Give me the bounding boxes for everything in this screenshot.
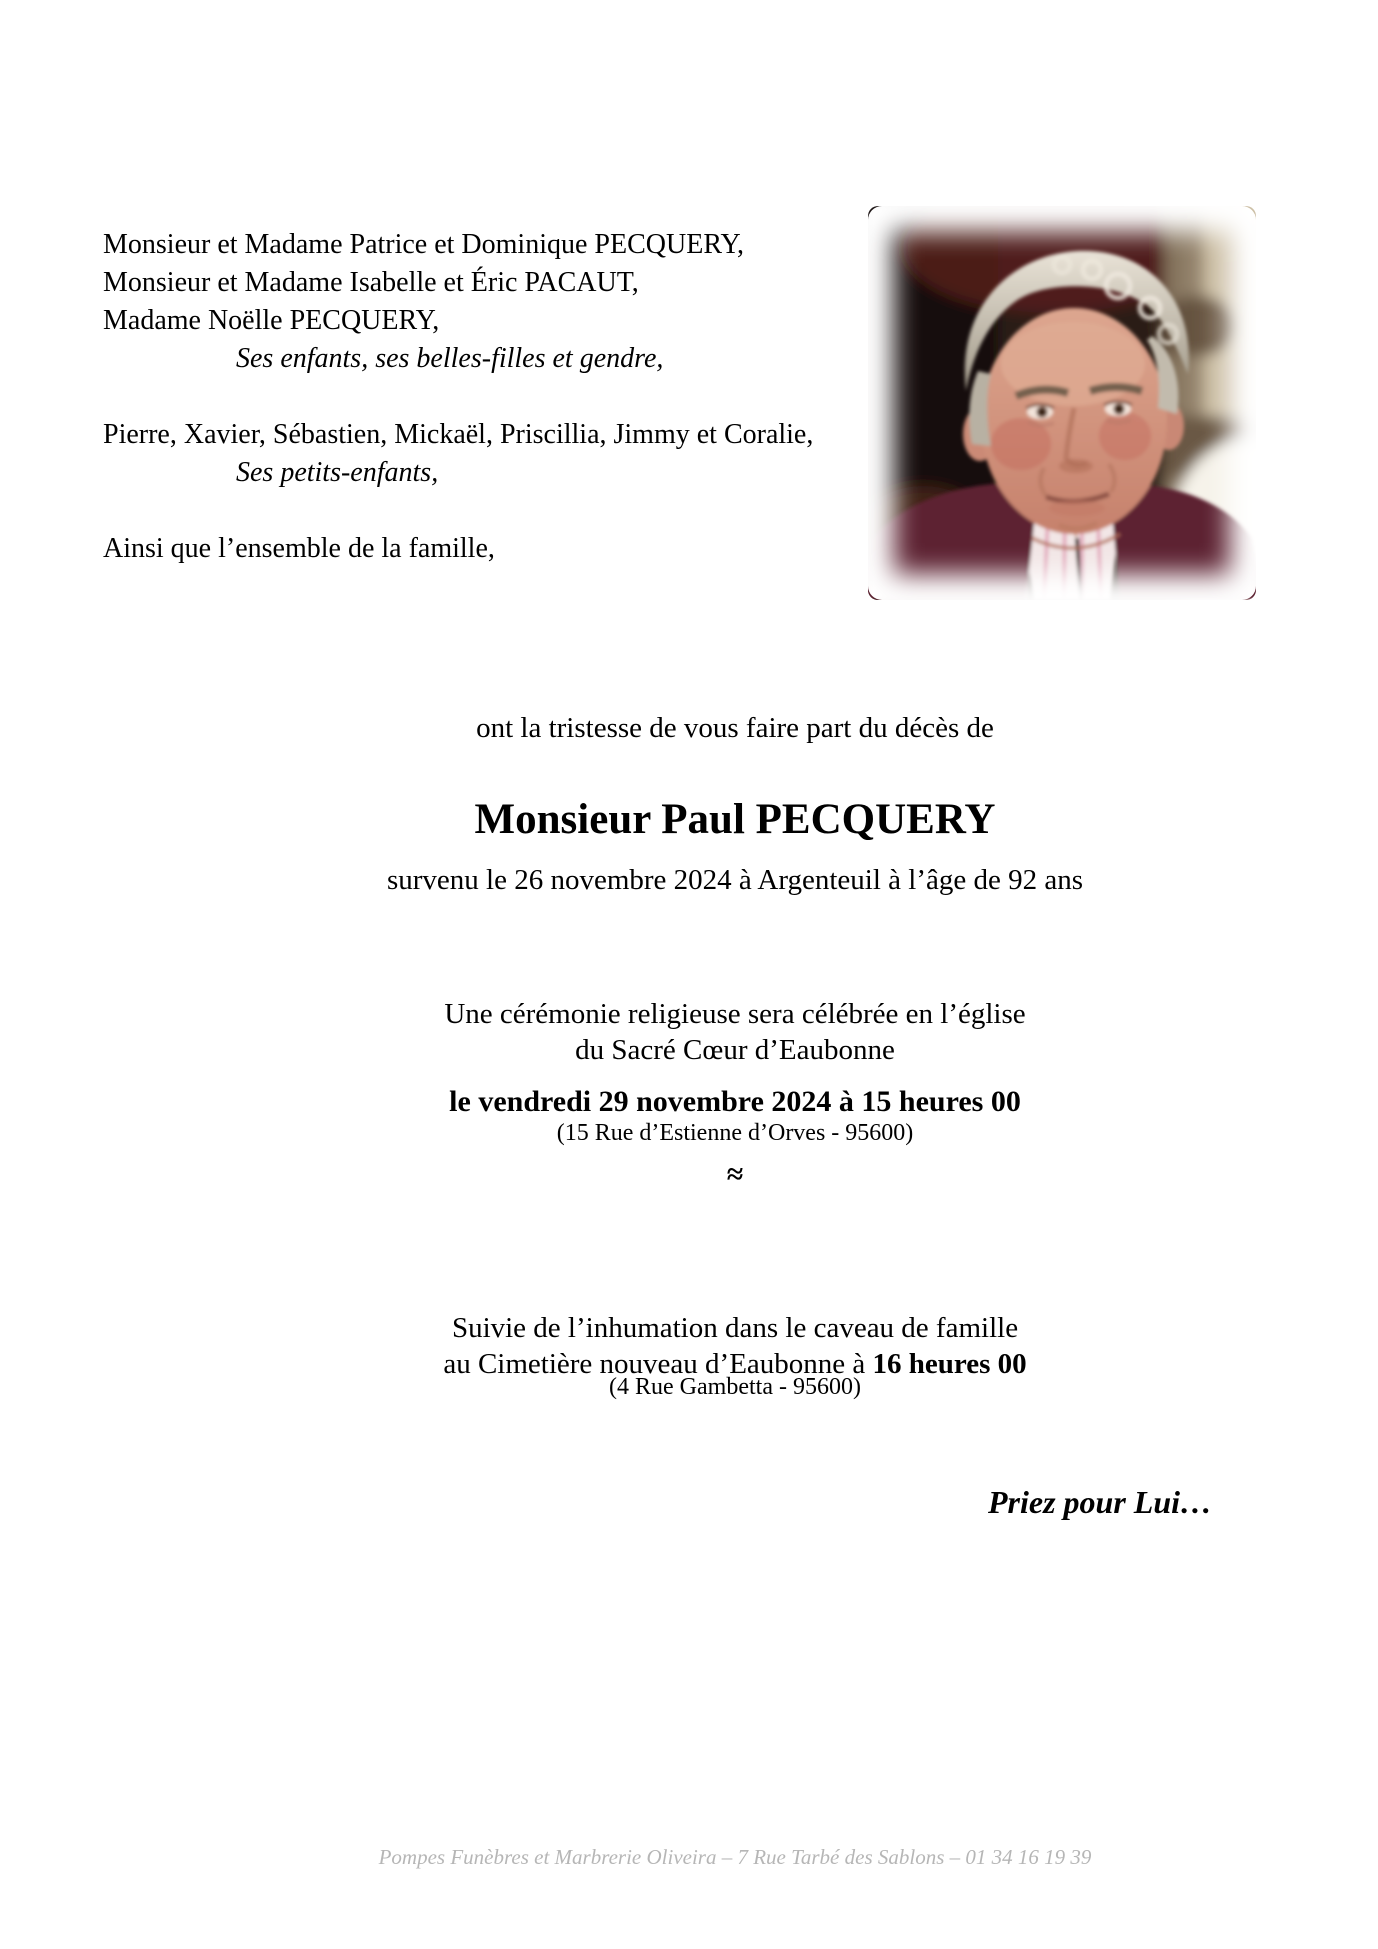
ceremony-address: (15 Rue d’Estienne d’Orves - 95600) xyxy=(556,1120,914,1146)
family-line-2: Monsieur et Madame Isabelle et Éric PACAUT, xyxy=(103,267,639,298)
portrait-photo-art xyxy=(868,206,1256,600)
family-line-rest: Ainsi que l’ensemble de la famille, xyxy=(103,533,495,564)
separator-symbol: ≈ xyxy=(726,1158,744,1191)
burial-address: (4 Rue Gambetta - 95600) xyxy=(609,1374,861,1400)
ceremony-line-2: du Sacré Cœur d’Eaubonne xyxy=(575,1034,895,1066)
deceased-portrait-photo xyxy=(868,206,1256,600)
family-names-block xyxy=(103,226,813,568)
family-line-children: Ses enfants, ses belles-filles et gendre, xyxy=(236,343,664,374)
burial-line-1: Suivie de l’inhumation dans le caveau de famille xyxy=(451,1312,1019,1344)
ceremony-block xyxy=(103,996,1367,1068)
burial-time: 16 heures 00 xyxy=(872,1348,1027,1380)
family-line-1: Monsieur et Madame Patrice et Dominique PECQUERY, xyxy=(103,229,745,260)
ceremony-datetime: le vendredi 29 novembre 2024 à 15 heures 00 xyxy=(449,1085,1021,1118)
burial-line-2-text: au Cimetière nouveau d’Eaubonne à xyxy=(443,1348,873,1380)
announcement-intro: ont la tristesse de vous faire part du décès de xyxy=(476,712,994,744)
closing-prayer: Priez pour Lui… xyxy=(988,1484,1213,1520)
family-line-3: Madame Noëlle PECQUERY, xyxy=(103,305,440,336)
deceased-name: Monsieur Paul PECQUERY xyxy=(474,796,996,843)
funeral-home-footer: Pompes Funèbres et Marbrerie Oliveira – 7 Rue Tarbé des Sablons – 01 34 16 19 39 xyxy=(378,1845,1092,1869)
family-line-grandchildren-names: Pierre, Xavier, Sébastien, Mickaël, Priscillia, Jimmy et Coralie, xyxy=(103,419,814,450)
death-details: survenu le 26 novembre 2024 à Argenteuil à l’âge de 92 ans xyxy=(386,864,1084,896)
ceremony-line-1: Une cérémonie religieuse sera célébrée en l’église xyxy=(444,998,1026,1030)
family-line-grandchildren: Ses petits-enfants, xyxy=(236,457,439,488)
burial-block xyxy=(103,1310,1367,1382)
